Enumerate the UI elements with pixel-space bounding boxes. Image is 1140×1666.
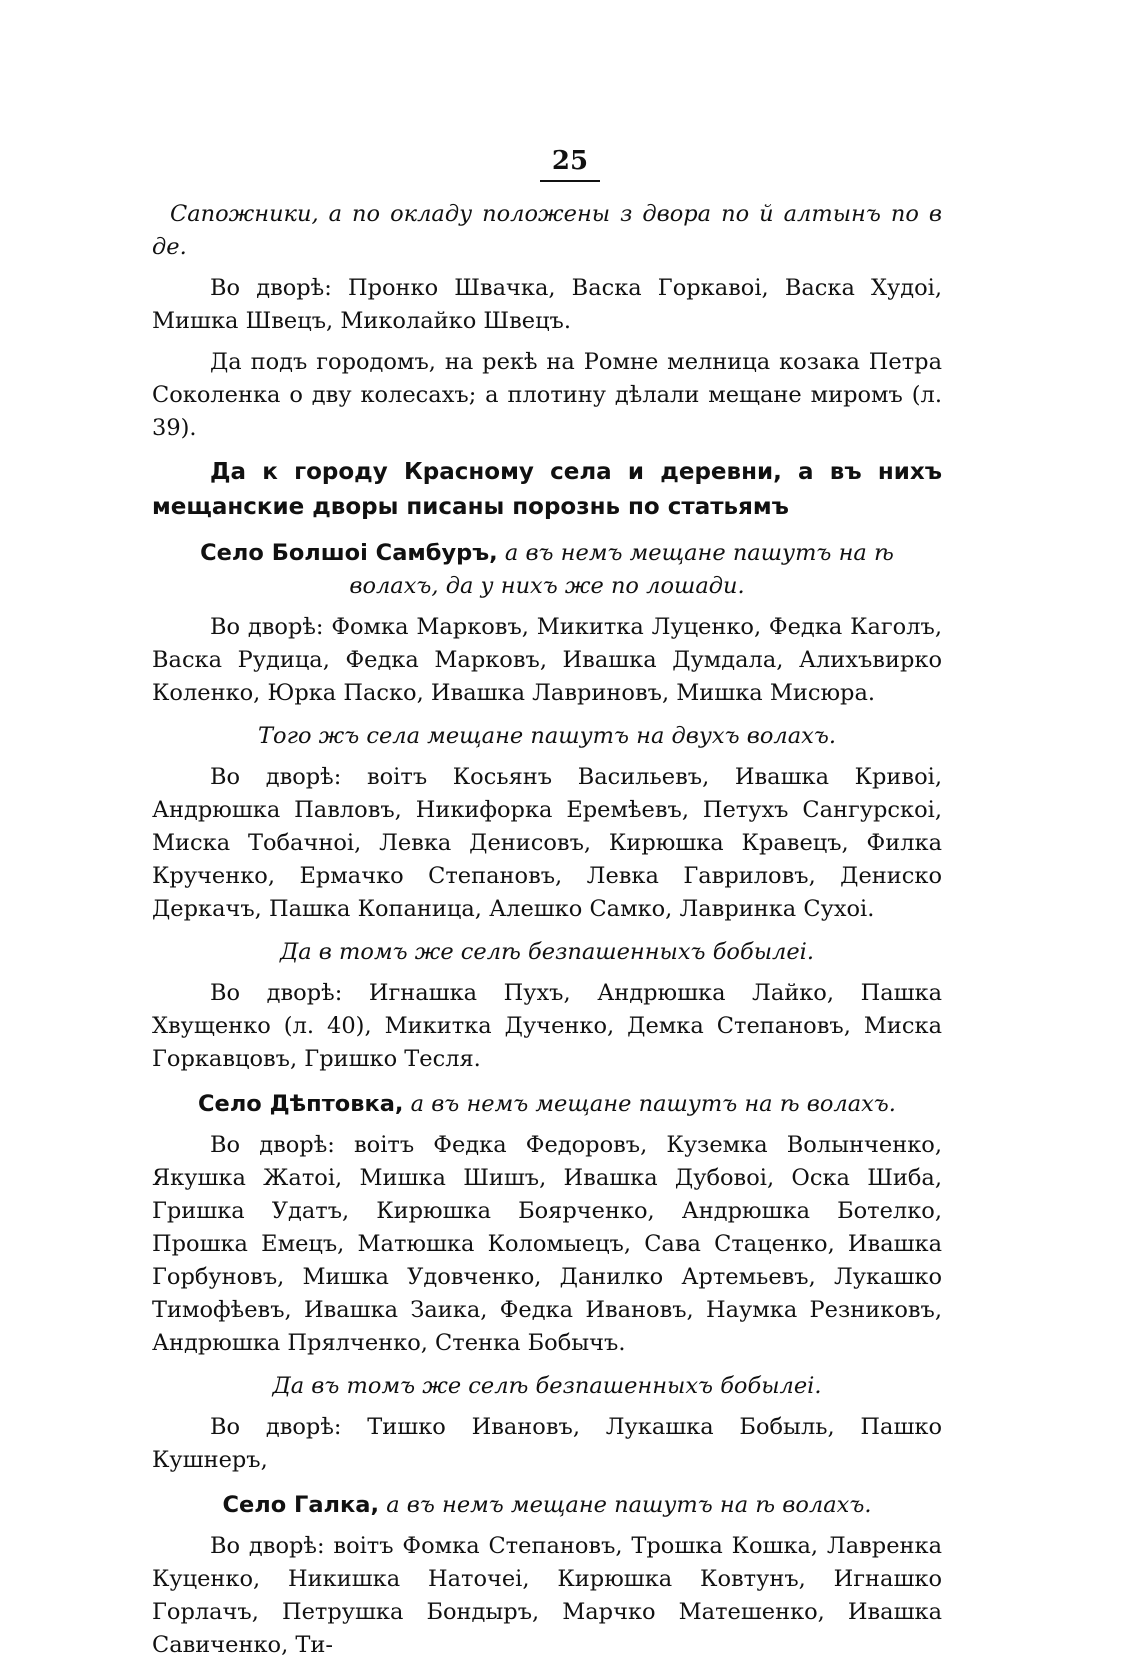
paragraph: Да подъ городомъ, на рекѣ на Ромне мелница козака Петра Соколенка о дву колесахъ; а плотину дѣлали мещане миромъ (л. 39). — [152, 349, 942, 441]
village-description: а въ немъ мещане пашутъ на ѣ волахъ. — [386, 1492, 872, 1518]
subheading: Да въ томъ же селѣ безпашенныхъ бобылеі. — [272, 1373, 822, 1399]
subheading: Да в томъ же селѣ безпашенныхъ бобылеі. — [279, 939, 815, 965]
village-heading — [152, 537, 942, 603]
paragraph: Во дворѣ: Пронко Швачка, Васка Горкавоі, Васка Худоі, Мишка Швецъ, Миколайко Швецъ. — [152, 275, 942, 334]
paragraph: Во дворѣ: воітъ Федка Федоровъ, Куземка Волынченко, Якушка Жатоі, Мишка Шишъ, Ивашка Дубовоі, Оска Шиба, Гришка Удатъ, Кирюшка Боярченко, Андрюшка Ботелко, Прошка Емецъ, Матюшка Коломыецъ, Сава Стаценко, Ивашка Горбуновъ, Мишка Удовченко, Данилко Артемьевъ, Лукашко Тимофѣевъ, Ивашка Заика, Федка Ивановъ, Наумка Резниковъ, Андрюшка Прялченко, Стенка Бобычъ. — [152, 1132, 942, 1356]
village-description: а въ немъ мещане пашутъ на ѣ волахъ. — [410, 1091, 896, 1117]
page-body — [152, 198, 942, 1662]
page-number: 25 — [540, 146, 600, 182]
paragraph: Во дворѣ: Тишко Ивановъ, Лукашка Бобыль, Пашко Кушнеръ, — [152, 1414, 942, 1473]
paragraph: Во дворѣ: воітъ Фомка Степановъ, Трошка Кошка, Лавренка Куценко, Никишка Наточеі, Кирюшка Ковтунъ, Игнашко Горлачъ, Петрушка Бондыръ, Марчко Матешенко, Ивашка Савиченко, Ти- — [152, 1533, 942, 1658]
village-description: а въ немъ мещане пашутъ на ѣ волахъ, да у нихъ же по лошади. — [349, 540, 894, 599]
subheading: Того жъ села мещане пашутъ на двухъ волахъ. — [258, 723, 836, 749]
paragraph: Во дворѣ: Игнашка Пухъ, Андрюшка Лайко, Пашка Хвущенко (л. 40), Микитка Дученко, Демка Степановъ, Миска Горкавцовъ, Гришко Тесля. — [152, 980, 942, 1072]
village-name: Село Болшоі Самбуръ, — [200, 540, 498, 566]
village-heading — [152, 1489, 942, 1522]
paragraph: Во дворѣ: Фомка Марковъ, Микитка Луценко, Федка Каголъ, Васка Рудица, Федка Марковъ, Ивашка Думдала, Алихъвирко Коленко, Юрка Паско, Ивашка Лавриновъ, Мишка Мисюра. — [152, 614, 942, 706]
section-header: Да к городу Красному села и деревни, а въ нихъ мещанские дворы писаны порознь по статьямъ — [152, 459, 942, 520]
village-heading — [152, 1088, 942, 1121]
paragraph: Во дворѣ: воітъ Косьянъ Васильевъ, Ивашка Кривоі, Андрюшка Павловъ, Никифорка Еремѣевъ, Петухъ Сангурскоі, Миска Тобачноі, Левка Денисовъ, Кирюшка Кравецъ, Филка Крученко, Ермачко Степановъ, Левка Гавриловъ, Дениско Деркачъ, Пашка Копаница, Алешко Самко, Лавринка Сухоі. — [152, 764, 942, 922]
village-name: Село Галка, — [222, 1492, 380, 1518]
intro-line: Сапожники, а по окладу положены з двора по й алтынъ по в де. — [152, 201, 942, 260]
village-name: Село Дѣптовка, — [198, 1091, 404, 1117]
